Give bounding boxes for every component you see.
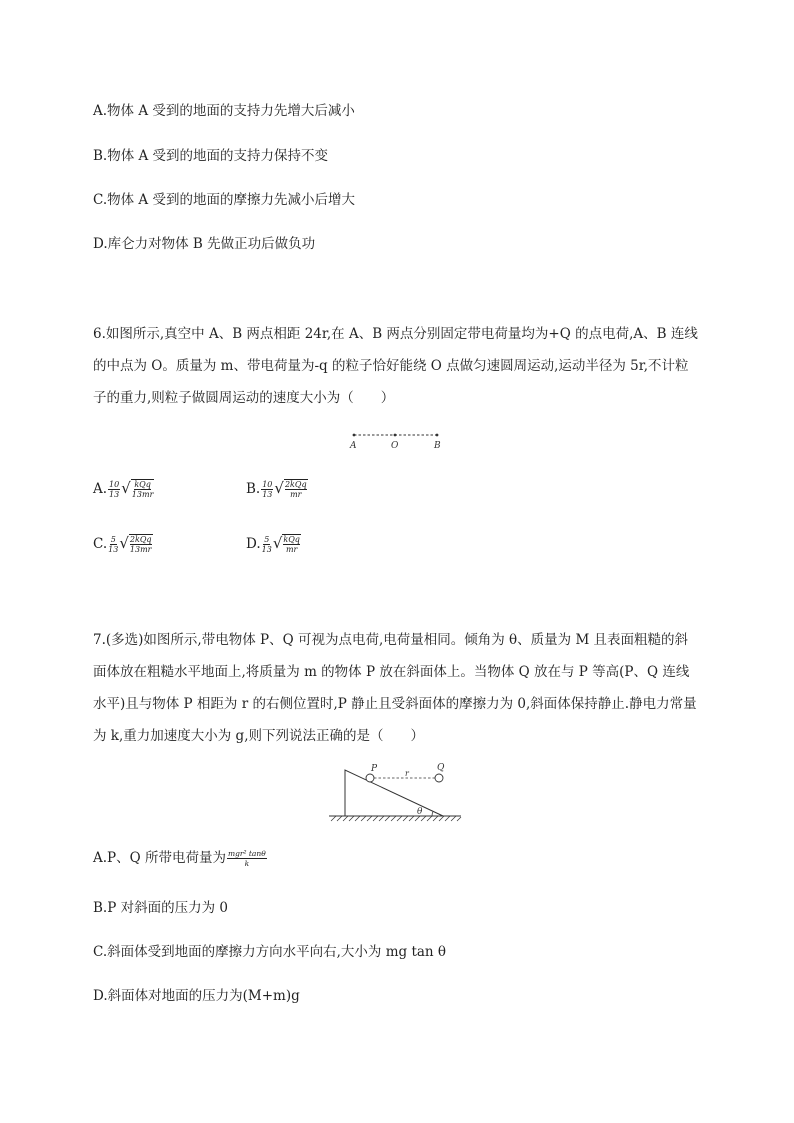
q6-label-a: A — [350, 441, 357, 451]
q7-object-q — [435, 774, 443, 782]
q6-figure — [345, 428, 445, 452]
q6-option-b-coef-den: 13 — [262, 489, 273, 499]
q7-ground-hatching — [329, 816, 461, 821]
q6-stem-line-3: 子的重力,则粒子做圆周运动的速度大小为（ ） — [93, 390, 395, 406]
q6-option-a-coef-den: 13 — [109, 489, 120, 499]
q7-stem-line-1: 7.(多选)如图所示,带电物体 P、Q 可视为点电荷,电荷量相同。倾角为 θ、质量为 M 且表面粗糙的斜 — [93, 632, 689, 648]
q7-label-theta: θ — [417, 807, 423, 817]
q6-label-o: O — [391, 441, 399, 451]
q6-option-c-coefficient — [108, 535, 118, 554]
q7-option-a-prefix: A.P、Q 所带电荷量为 — [93, 850, 226, 866]
q6-option-c-coef-num: 5 — [110, 534, 116, 544]
q6-option-d-prefix: D. — [246, 536, 261, 552]
q6-option-d-rad-num: kQq — [283, 535, 300, 544]
q6-option-d — [246, 534, 301, 554]
q7-stem — [93, 624, 703, 752]
q6-option-d-radical: √ kQq mr — [272, 534, 300, 554]
q7-option-d: D.斜面体对地面的压力为(M+m)g — [93, 988, 300, 1004]
q7-stem-line-2: 面体放在粗糙水平地面上,将质量为 m 的物体 P 放在斜面体上。当物体 Q 放在与 P 等高(P、Q 连线 — [93, 664, 690, 680]
q6-option-d-coefficient — [262, 535, 272, 554]
q5-option-a: A.物体 A 受到的地面的支持力先增大后减小 — [93, 103, 355, 119]
q7-option-c: C.斜面体受到地面的摩擦力方向水平向右,大小为 mg tan θ — [93, 944, 447, 960]
q6-option-a-coef-num: 10 — [109, 479, 120, 489]
q6-option-a — [93, 479, 154, 499]
q7-incline-wedge — [345, 770, 443, 816]
q6-option-c-radical: √ 2kQq 13mr — [119, 534, 152, 554]
q7-stem-line-3: 水平)且与物体 P 相距为 r 的右侧位置时,P 静止且受斜面体的摩擦力为 0,斜面体保持静止.静电力常量 — [93, 696, 697, 712]
q6-option-a-coefficient — [108, 480, 120, 499]
q6-option-b-rad-num: 2kQq — [284, 480, 307, 489]
q6-option-c-coef-den: 13 — [108, 544, 119, 554]
q7-stem-line-4: 为 k,重力加速度大小为 g,则下列说法正确的是（ ） — [93, 728, 424, 744]
q6-stem — [93, 318, 703, 414]
q6-option-a-prefix: A. — [93, 481, 108, 497]
q5-option-b: B.物体 A 受到的地面的支持力保持不变 — [93, 148, 329, 164]
q6-option-a-rad-num: kQq — [134, 480, 151, 489]
q5-option-d: D.库仑力对物体 B 先做正功后做负功 — [93, 236, 316, 252]
q7-figure — [325, 760, 465, 822]
q6-option-c — [93, 534, 153, 554]
q6-point-a — [353, 434, 356, 437]
q6-option-b-radical: √ 2kQq mr — [274, 479, 307, 499]
q6-point-b — [436, 434, 439, 437]
q5-option-c: C.物体 A 受到的地面的摩擦力先减小后增大 — [93, 192, 355, 208]
q6-option-a-radical: √ kQq 13mr — [121, 479, 154, 499]
q7-option-a — [93, 848, 268, 868]
q6-option-d-coef-den: 13 — [261, 544, 272, 554]
q6-option-b-prefix: B. — [246, 481, 261, 497]
q6-option-b-rad-den: mr — [290, 490, 302, 499]
q6-option-b — [246, 479, 308, 499]
q7-object-p — [366, 774, 374, 782]
q7-label-q: Q — [437, 763, 445, 773]
q6-label-b: B — [434, 441, 441, 451]
q7-label-p: P — [371, 764, 378, 774]
q6-stem-line-2: 的中点为 O。质量为 m、带电荷量为-q 的粒子恰好能绕 O 点做匀速圆周运动,运动半径为 5r,不计粒 — [93, 358, 689, 374]
q7-option-a-fraction — [227, 849, 267, 868]
q7-option-a-num: mgr² tanθ — [227, 848, 266, 858]
q6-option-c-rad-num: 2kQq — [129, 535, 152, 544]
q6-option-c-rad-den: 13mr — [129, 545, 152, 554]
q7-option-a-den: k — [244, 858, 250, 868]
q6-point-o — [394, 434, 397, 437]
q6-option-b-coef-num: 10 — [262, 479, 273, 489]
q6-option-b-coefficient — [261, 480, 273, 499]
q6-option-d-coef-num: 5 — [264, 534, 270, 544]
q7-angle-arc — [432, 811, 433, 816]
q6-option-c-prefix: C. — [93, 536, 108, 552]
q7-label-r: r — [405, 769, 409, 778]
q6-stem-line-1: 6.如图所示,真空中 A、B 两点相距 24r,在 A、B 两点分别固定带电荷量均为+Q 的点电荷,A、B 连线 — [93, 326, 698, 342]
q6-option-a-rad-den: 13mr — [131, 490, 154, 499]
q7-option-b: B.P 对斜面的压力为 0 — [93, 900, 228, 916]
q6-option-d-rad-den: mr — [285, 545, 298, 554]
